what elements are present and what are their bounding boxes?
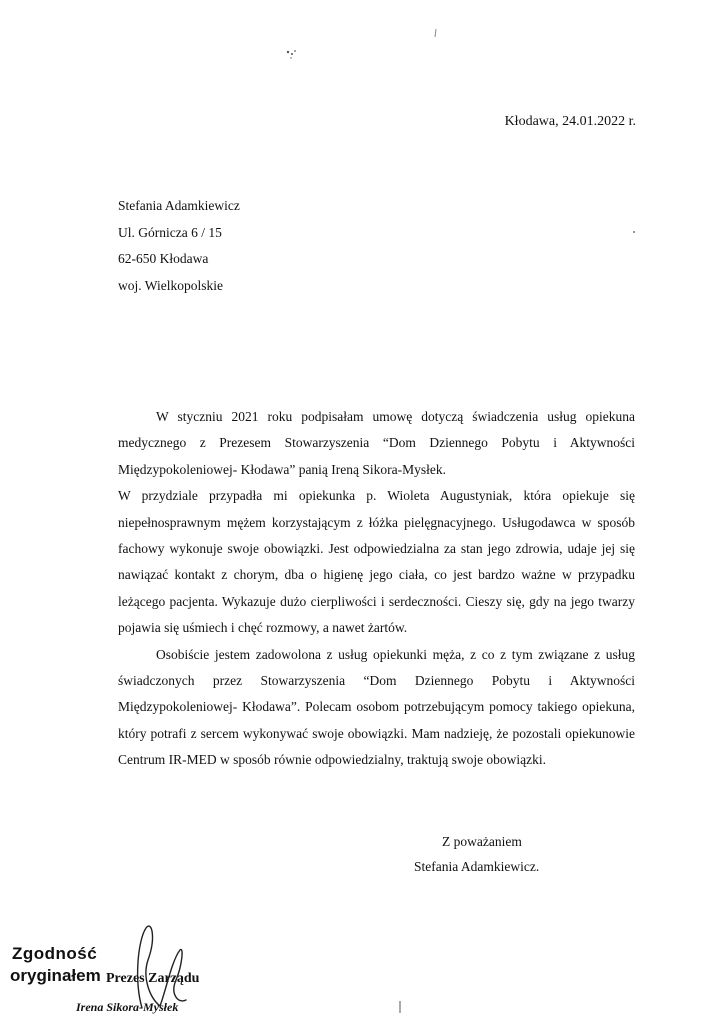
- closing-greeting: Z poważaniem: [442, 834, 522, 849]
- address-city: 62-650 Kłodawa: [118, 251, 209, 266]
- closing-signature-name: Stefania Adamkiewicz.: [414, 859, 540, 874]
- letter-body: [118, 404, 635, 774]
- address-street: Ul. Górnicza 6 / 15: [118, 224, 222, 240]
- handwritten-signature: [120, 920, 200, 1020]
- stamp-name: Irena Sikora-Mysłek: [76, 1000, 179, 1014]
- stamp-title: Prezes Zarządu: [106, 971, 200, 986]
- scan-speck: [282, 44, 302, 62]
- paragraph-3: Osobiście jestem zadowolona z usług opiekunki męża, z co z tym związane z usług świadczonych przez Stowarzyszenia “Dom Dziennego Pobytu i Aktywności Międzypokoleniowej- Kłodawa”. Polecam osobom potrzebującym pomocy takiego opiekuna, który potrafi z sercem wykonywać swoje obowiązki. Mam nadzieję, że pozostali opiekunowie Centrum IR-MED w sposób równie odpowiedzialny, traktują swoje obowiązki.: [118, 646, 635, 768]
- sender-address: [118, 193, 240, 299]
- paragraph-2: W przydziale przypadła mi opiekunka p. Wioleta Augustyniak, która opiekuje się niepełnosprawnym mężem korzystającym z łóżka pielęgnacyjnego. Usługodawca w sposób fachowy wykonuje swoje obowiązki. Jest odpowiedzialna za stan jego zdrowia, udaje jej się nawiązać kontakt z chorym, dba o higienę jego ciała, co jest bardzo ważne w przypadku leżącego pacjenta. Wykazuje dużo cierpliwości i serdeczności. Cieszy się, gdy na jego twarzy pojawia się uśmiech i chęć rozmowy, a nawet żartów.: [118, 488, 635, 636]
- scan-speck: [433, 28, 439, 38]
- scan-speck: [632, 230, 636, 234]
- paragraph-1: W styczniu 2021 roku podpisałam umowę dotyczą świadczenia usług opiekuna medycznego z Prezesem Stowarzyszenia “Dom Dziennego Pobytu i Aktywności Międzypokoleniowej- Kłodawa” panią Ireną Sikora-Mysłek.: [118, 409, 635, 477]
- stamp-compliance-text: Zgodność: [12, 944, 98, 963]
- address-name: Stefania Adamkiewicz: [118, 198, 240, 213]
- scan-speck: [398, 1000, 402, 1014]
- address-region: woj. Wielkopolskie: [118, 277, 223, 293]
- letter-date: Kłodawa, 24.01.2022 r.: [504, 114, 636, 129]
- stamp-original-text: oryginałem: [10, 966, 101, 985]
